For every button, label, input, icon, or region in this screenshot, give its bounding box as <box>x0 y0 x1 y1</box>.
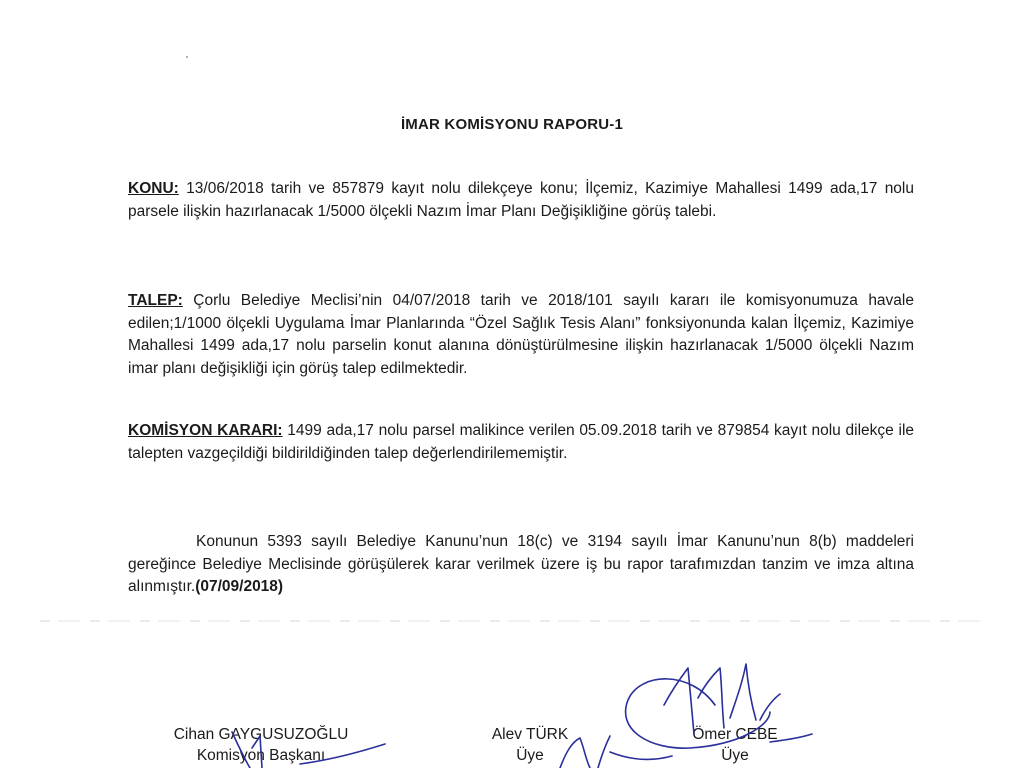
signatory-name: Ömer CEBE <box>692 726 778 743</box>
signatory-role: Üye <box>516 747 544 764</box>
signatory-name: Cihan GAYGUSUZOĞLU <box>173 726 349 743</box>
konu-paragraph <box>128 178 914 223</box>
closing-text: Konunun 5393 sayılı Belediye Kanunu’nun 18(c) ve 3194 sayılı İmar Kanunu’nun 8(b) maddeleri gereğince Belediye Meclisinde görüşülerek karar verilmek üzere iş bu rapor tarafımızdan tanzim ve imza altına alınmıştır. <box>128 533 914 595</box>
signatory-role: Komisyon Başkanı <box>196 747 326 764</box>
talep-text: Çorlu Belediye Meclisi’nin 04/07/2018 tarih ve 2018/101 sayılı kararı ile komisyonumuza havale edilen;1/1000 ölçekli Uygulama İmar Planlarında “Özel Sağlık Tesis Alanı” fonksiyonunda kalan İlçemiz, Kazimiye Mahallesi 1499 ada,17 nolu parselin konut alanına dönüştürülmesine ilişkin hazırlanacak 1/5000 ölçekli Nazım imar planı değişikliği için görüş talep edilmektedir. <box>128 292 914 377</box>
signatory-role: Üye <box>721 747 749 764</box>
report-date: (07/09/2018) <box>195 578 284 595</box>
karar-text: 1499 ada,17 nolu parsel malikince verilen 05.09.2018 tarih ve 879854 kayıt nolu dilekçe ile talepten vazgeçildiği bildirildiğinden talep değerlendirilememiştir. <box>128 422 915 462</box>
konu-label: KONU: <box>128 180 179 197</box>
signatory-name: Alev TÜRK <box>491 726 569 743</box>
signatory-member-1 <box>470 724 590 766</box>
konu-text: 13/06/2018 tarih ve 857879 kayıt nolu dilekçeye konu; İlçemiz, Kazimiye Mahallesi 1499 ada,17 nolu parsele ilişkin hazırlanacak 1/5000 ölçekli Nazım İmar Planı Değişikliğine görüş talebi. <box>128 180 914 220</box>
signatory-member-2 <box>665 724 805 766</box>
talep-paragraph <box>128 290 914 380</box>
scan-artifact-line <box>40 620 984 622</box>
closing-paragraph <box>128 531 914 599</box>
talep-label: TALEP: <box>128 292 183 309</box>
karar-label: KOMİSYON KARARI: <box>128 422 283 439</box>
signatory-chair <box>146 724 376 766</box>
karar-paragraph <box>128 420 914 465</box>
report-title: İMAR KOMİSYONU RAPORU-1 <box>400 116 624 133</box>
scan-speck <box>186 56 188 58</box>
